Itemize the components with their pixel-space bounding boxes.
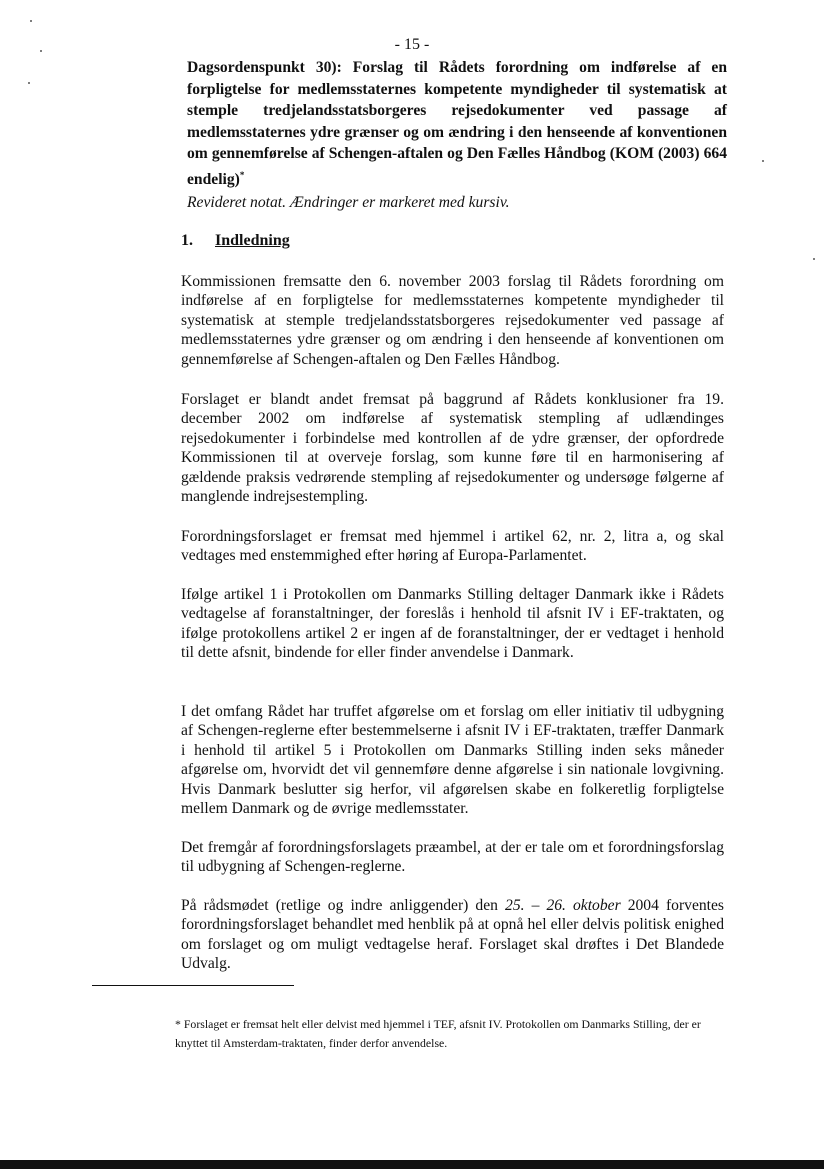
paragraph-7-end: 2004 forventes forordningsforslaget behandlet med henblik på at opnå hel eller delvis politisk enighed om forslaget og om muligt vedtagelse heraf. Forslaget skal drøftes i Det Blandede Udvalg.	[181, 897, 724, 973]
footnote-marker-bottom: *	[175, 1017, 181, 1031]
scan-speck	[28, 82, 30, 84]
paragraph-2: Forslaget er blandt andet fremsat på baggrund af Rådets konklusioner fra 19. december 2002 om indførelse af systematisk stempling af udlændinges rejsedokumenter i forbindelse med kontrollen af de ydre grænser, der opfordrede Kommissionen til at overveje forslag, som kunne føre til en harmonisering af gældende praksis vedrørende stempling af rejsedokumenter og undersøge følgerne af manglende indrejsestempling.	[181, 391, 724, 506]
section-label: Indledning	[215, 232, 290, 249]
scan-speck	[813, 258, 815, 260]
revision-note: Revideret notat. Ændringer er markeret med kursiv.	[187, 194, 510, 211]
section-heading	[181, 232, 290, 250]
paragraph-7	[181, 896, 724, 974]
footnote	[175, 1015, 725, 1053]
paragraph-4: Ifølge artikel 1 i Protokollen om Danmarks Stilling deltager Danmark ikke i Rådets vedtagelse af foranstaltninger, der foreslås i henhold til afsnit IV i EF-traktaten, og ifølge protokollens artikel 2 er ingen af de foranstaltninger, der er vedtaget i henhold til dette afsnit, bindende for eller finder anvendelse i Danmark.	[181, 586, 724, 662]
paragraph-5: I det omfang Rådet har truffet afgørelse om et forslag om eller initiativ til udbygning af Schengen-reglerne efter bestemmelserne i afsnit IV i EF-traktaten, træffer Danmark i henhold til artikel 5 i Protokollen om Danmarks Stilling inden seks måneder afgørelse om, hvorvidt det vil gennemføre denne afgørelse i sin nationale lovgivning. Hvis Danmark beslutter sig herfor, vil afgørelsen skabe en folkeretlig forpligtelse mellem Danmark og de øvrige medlemsstater.	[181, 703, 724, 818]
agenda-title-text: Dagsordenspunkt 30): Forslag til Rådets forordning om indførelse af en forpligtelse for medlemsstaternes kompetente myndigheder til systematisk at stemple tredjelandsstatsborgeres rejsedokumenter ved passage af medlemsstaternes ydre grænser og om ændring i den henseende af konventionen om gennemførelse af Schengen-aftalen og Den Fælles Håndbog (KOM (2003) 664 endelig)	[187, 59, 727, 189]
scan-speck	[40, 50, 42, 52]
paragraph-6: Det fremgår af forordningsforslagets præambel, at der er tale om et forordningsforslag til udbygning af Schengen-reglerne.	[181, 839, 724, 876]
footnote-divider	[92, 985, 294, 986]
paragraph-3: Forordningsforslaget er fremsat med hjemmel i artikel 62, nr. 2, litra a, og skal vedtages med enstemmighed efter høring af Europa-Parlamentet.	[181, 528, 724, 565]
footnote-text: Forslaget er fremsat helt eller delvist med hjemmel i TEF, afsnit IV. Protokollen om Danmarks Stilling, der er knyttet til Amsterdam-traktaten, finder derfor anvendelse.	[175, 1017, 701, 1050]
scan-speck	[30, 20, 32, 22]
scan-edge-bar	[0, 1160, 824, 1169]
section-number: 1.	[181, 232, 193, 249]
page-number: - 15 -	[394, 36, 430, 53]
paragraph-1: Kommissionen fremsatte den 6. november 2003 forslag til Rådets forordning om indførelse af en forpligtelse for medlemsstaternes kompetente myndigheder til systematisk at stemple tredjelandsstatsborgeres rejsedokumenter ved passage af medlemsstaternes ydre grænser og om ændring i den henseende af konventionen om gennemførelse af Schengen-aftalen og Den Fælles Håndbog.	[181, 273, 724, 368]
scan-speck	[762, 160, 764, 162]
paragraph-7-start: På rådsmødet (retlige og indre anliggender) den	[181, 897, 506, 914]
footnote-marker: *	[239, 169, 245, 180]
paragraph-7-date: 25. – 26. oktober	[505, 897, 621, 914]
agenda-title	[187, 57, 727, 191]
